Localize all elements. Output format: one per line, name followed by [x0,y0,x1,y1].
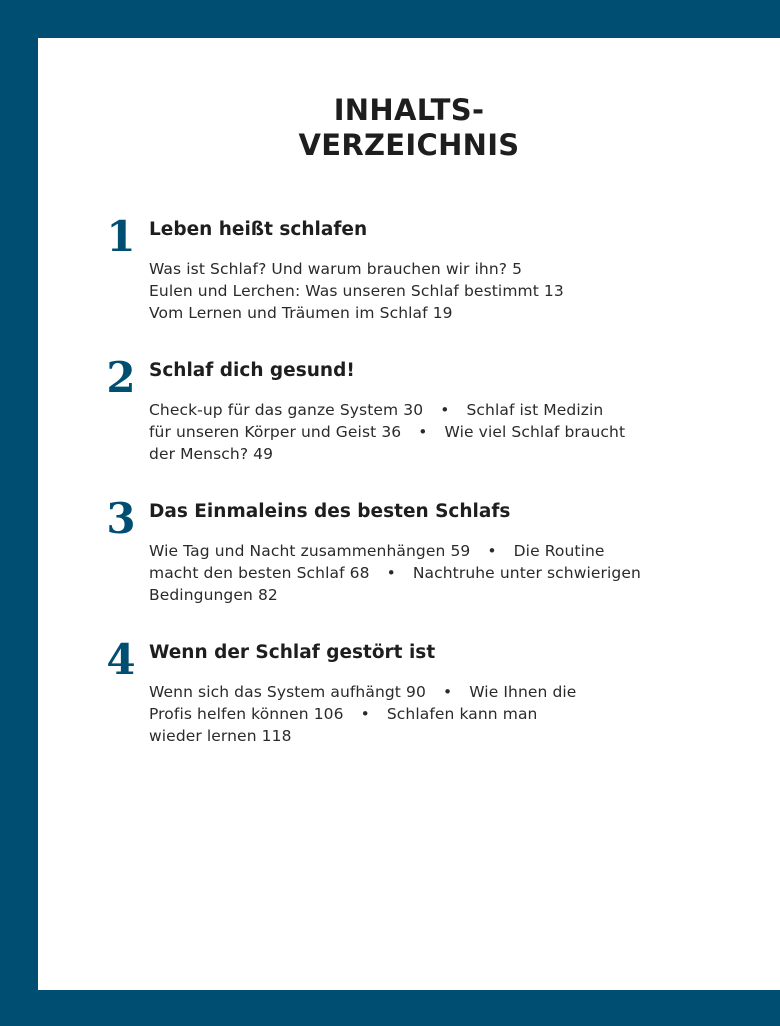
toc-entry[interactable]: Schlafen kann man [386,705,538,723]
bullet-separator: • [487,542,497,560]
toc-entry-line [149,280,564,302]
toc-entry-line [149,399,625,421]
chapter-entries [149,540,641,606]
toc-entry[interactable]: für unseren Körper und Geist 36 [149,423,402,441]
toc-entry[interactable]: Wie Tag und Nacht zusammenhängen 59 [149,542,471,560]
toc-entry[interactable]: Check-up für das ganze System 30 [149,401,424,419]
bullet-separator: • [386,564,396,582]
toc-entry[interactable]: Vom Lernen und Träumen im Schlaf 19 [149,304,453,322]
page-title [38,93,780,163]
toc-entry-line [149,258,564,280]
toc-entry[interactable]: Die Routine [513,542,605,560]
toc-entry[interactable]: Eulen und Lerchen: Was unseren Schlaf bestimmt 13 [149,282,564,300]
bullet-separator: • [360,705,370,723]
toc-entry-line [149,540,641,562]
toc-entry[interactable]: Nachtruhe unter schwierigen [412,564,641,582]
toc-entry-line [149,302,564,324]
toc-entry-line [149,421,625,443]
toc-entry[interactable]: Wenn sich das System aufhängt 90 [149,683,426,701]
chapter-entries [149,258,564,324]
toc-entry-line [149,562,641,584]
toc-entry-line [149,681,576,703]
toc-entry[interactable]: Wie Ihnen die [469,683,577,701]
chapter-number: 2 [106,353,136,402]
toc-page [38,38,780,990]
title-line-1: INHALTS- [333,93,485,127]
toc-entry[interactable]: wieder lernen 118 [149,727,292,745]
toc-entry[interactable]: Was ist Schlaf? Und warum brauchen wir ihn? 5 [149,260,523,278]
chapter-heading: Leben heißt schlafen [149,219,368,240]
title-line-2: VERZEICHNIS [298,128,520,162]
toc-entry[interactable]: Wie viel Schlaf braucht [444,423,626,441]
toc-entry[interactable]: Bedingungen 82 [149,586,278,604]
chapter-number: 3 [106,494,136,543]
bullet-separator: • [442,683,453,701]
toc-entry[interactable]: macht den besten Schlaf 68 [149,564,370,582]
bullet-separator: • [440,401,450,419]
chapter-entries [149,681,576,747]
chapter-entries [149,399,625,465]
toc-entry[interactable]: Schlaf ist Medizin [466,401,604,419]
chapter-number: 4 [106,635,136,684]
toc-entry-line [149,703,576,725]
chapter-heading: Das Einmaleins des besten Schlafs [149,501,511,522]
toc-entry[interactable]: Profis helfen können 106 [149,705,344,723]
chapter-heading: Schlaf dich gesund! [149,360,355,381]
toc-entry-line [149,443,625,465]
chapter-number: 1 [106,212,136,261]
toc-entry-line [149,725,576,747]
toc-entry-line [149,584,641,606]
chapter-heading: Wenn der Schlaf gestört ist [149,642,436,663]
toc-entry[interactable]: der Mensch? 49 [149,445,274,463]
bullet-separator: • [418,423,428,441]
